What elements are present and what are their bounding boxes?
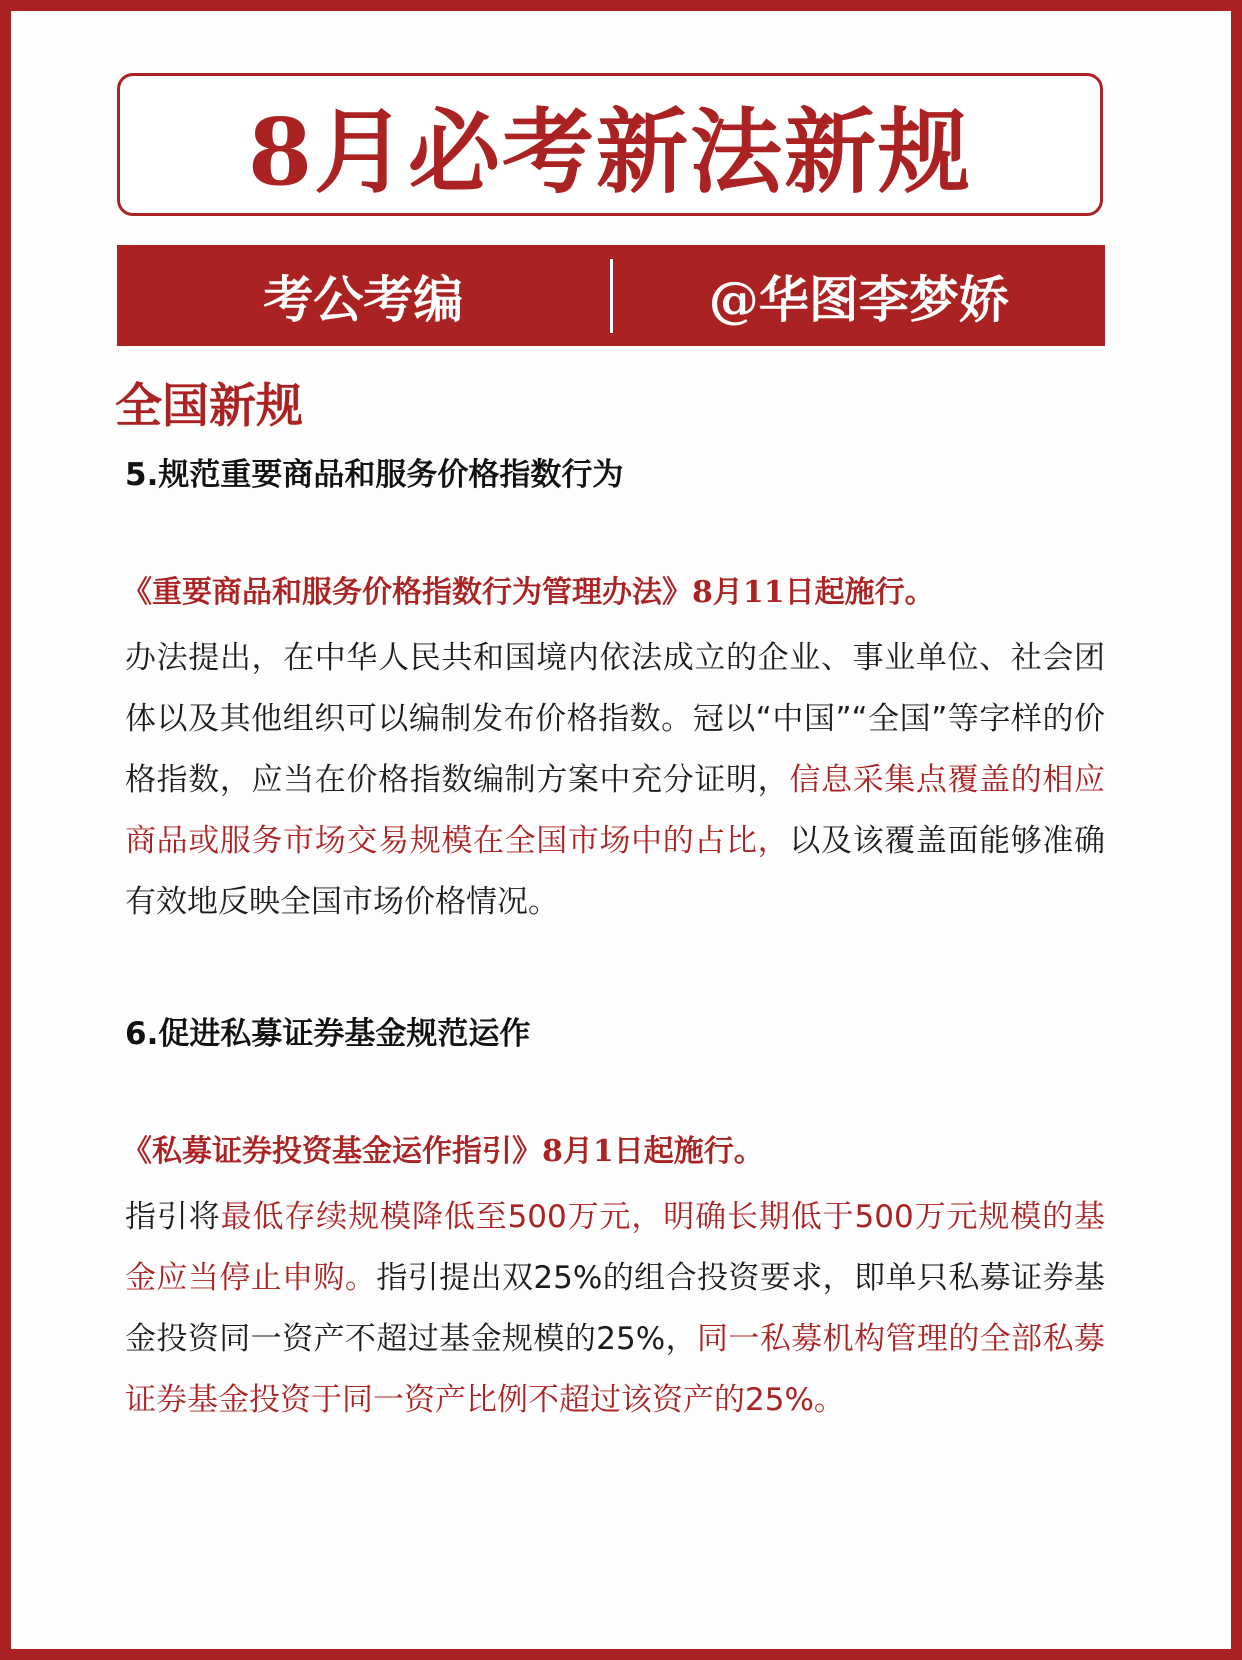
item-heading: 5.规范重要商品和服务价格指数行为 (125, 457, 624, 493)
body-segment: 指引将 (125, 1199, 221, 1235)
law-name: 《私募证券投资基金运作指引》8月1日起施行。 (122, 1134, 764, 1169)
section-title: 全国新规 (115, 379, 303, 434)
item-body (125, 1187, 1105, 1431)
title-box (117, 73, 1103, 216)
body-segment: 以及该覆盖面能够准确有效地反映全国市场价格情况。 (125, 823, 1106, 920)
article-content (115, 379, 1107, 1431)
item-body (125, 628, 1105, 933)
law-name: 《重要商品和服务价格指数行为管理办法》8月11日起施行。 (122, 575, 935, 610)
banner-right-label: @华图李梦娇 (708, 269, 1009, 329)
page-title: 8月必考新法新规 (247, 97, 972, 206)
banner-left-label: 考公考编 (263, 269, 464, 329)
spacer (117, 933, 1107, 1019)
body-segment: 指引提出双25%的组合投资要求，即单只私募证券基金投资同一资产不超过基金规模的25%， (125, 1260, 1106, 1357)
item-heading: 6.促进私募证券基金规范运作 (125, 1016, 531, 1052)
highlight-segment: 同一私募机构管理的全部私募证券基金投资于同一资产比例不超过该资产的25%。 (125, 1321, 1106, 1418)
highlight-segment: 最低存续规模降低至500万元，明确长期低于500万元规模的基金应当停止申购。 (125, 1199, 1106, 1296)
highlight-segment: 信息采集点覆盖的相应商品或服务市场交易规模在全国市场中的占比， (125, 762, 1106, 859)
author-banner (117, 245, 1105, 346)
body-segment: 办法提出，在中华人民共和国境内依法成立的企业、事业单位、社会团体以及其他组织可以编制发布价格指数。冠以“中国”“全国”等字样的价格指数，应当在价格指数编制方案中充分证明， (125, 640, 1105, 798)
